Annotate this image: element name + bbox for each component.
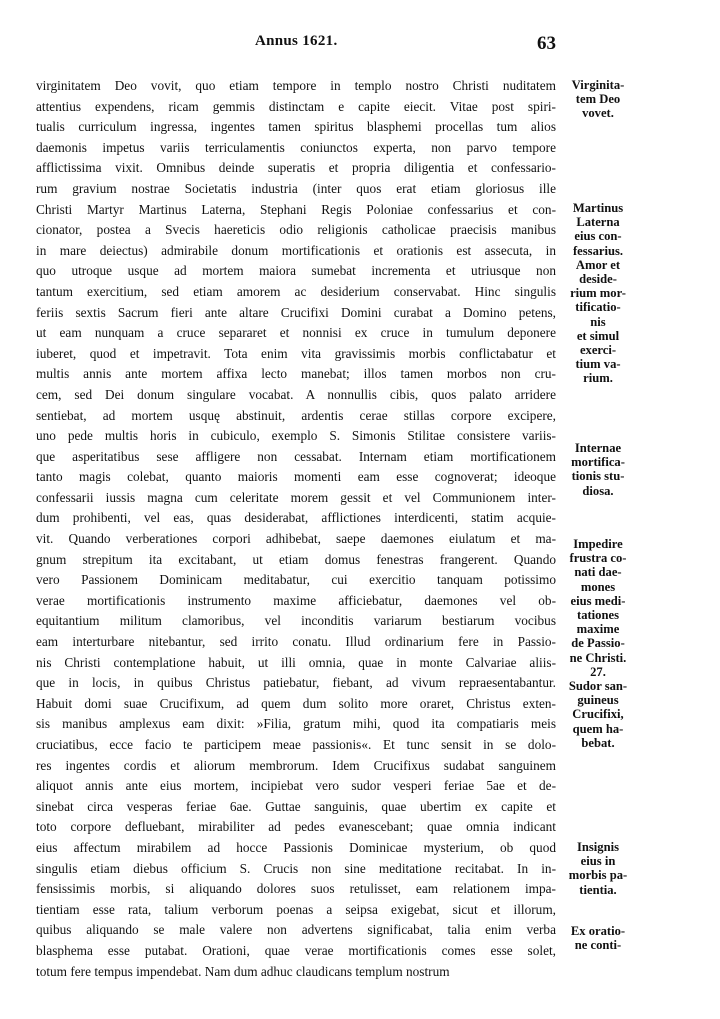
text-line: tualis curriculum ingressa, ingentes tamen spiritus blasphemi procellas tum alios xyxy=(36,119,556,135)
margin-note-line: eius in xyxy=(580,854,616,869)
margin-note-line: Internae xyxy=(574,441,622,455)
margin-note-line: mones xyxy=(580,579,616,594)
text-line: afflictissima vixit. Omnibus deinde superatis et propria diligentia et confessario- xyxy=(36,160,556,176)
margin-note-line: ne conti- xyxy=(574,938,622,953)
margin-note-line: Martinus xyxy=(572,201,624,215)
text-line: uno pede multis horis in cubiculo, exemplo S. Simonis Stilitae consistere variis- xyxy=(36,428,556,444)
text-line: confessarii iussis magna cum celeritate morem gessit et vel Communionem inter- xyxy=(36,489,556,505)
margin-note-line: quem ha- xyxy=(572,721,624,736)
text-line: cem, sed Dei donum singulare vocabat. A nonnullis cibis, quos palato arridere xyxy=(36,386,556,402)
margin-note-line: vovet. xyxy=(582,106,614,121)
margin-note-line: tium va- xyxy=(575,357,621,372)
text-line: daemonis impetus variis terriculamentis coniunctos experta, non parvo tempore xyxy=(36,139,556,155)
text-line: verae mortificationis instrumento maxime afficiebatur, daemones vel ob- xyxy=(36,592,556,608)
text-line: Habuit domi suae Crucifixum, ad quem dum solito more oraret, Christus exten- xyxy=(36,695,556,711)
text-line: tanto magis colebat, quanto maioris momenti eam esse cognoverat; ideoque xyxy=(36,469,556,485)
text-line: quibus aliquando se male valere non advertens significabat, talia enim verba xyxy=(36,922,556,938)
margin-note-line: guineus xyxy=(577,693,619,708)
margin-note-line: eius medi- xyxy=(570,593,626,608)
text-line: sis manibus amplexus eam dixit: »Filia, gratum mihi, quod ita compatiaris meis xyxy=(36,716,556,732)
text-line: totum fere tempus impendebat. Nam dum adhuc claudicans templum nostrum xyxy=(36,963,450,979)
text-line: toto corpore defluebant, mirabiliter ad pedes evanescebant; quae omnia indicant xyxy=(36,819,556,835)
margin-note-line: tificatio- xyxy=(575,300,621,315)
margin-note-martinus-laterna xyxy=(562,201,634,386)
text-line: iuberet, quod et impetravit. Tota enim vita gravissimis morbis conflictabatur et xyxy=(36,345,556,361)
margin-note-line: tientia. xyxy=(579,882,617,897)
margin-note-prayer xyxy=(562,924,634,952)
margin-note-line: fessarius. xyxy=(572,243,624,258)
margin-note-line: maxime xyxy=(576,622,620,637)
margin-note-line: tationes xyxy=(577,608,619,623)
margin-note-line: Sudor san- xyxy=(568,679,628,694)
text-line: eius affectum mirabilem ad hocce Passionis Dominicae mysterium, ob quod xyxy=(36,839,556,855)
margin-note-line: et simul xyxy=(576,328,620,343)
margin-note-line: Amor et xyxy=(575,257,621,272)
margin-note-line: rium. xyxy=(583,371,613,386)
margin-note-line: mortifica- xyxy=(571,455,625,470)
text-line: dum prohibenti, vel eas, quas desiderabat, afflictiones interdicenti, statim acquie- xyxy=(36,510,556,526)
text-line: que in locis, in quibus Christus patiebatur, fiebant, ad vivum repraesentabantur. xyxy=(36,675,556,691)
margin-note-line: Laterna xyxy=(576,215,620,230)
margin-note-line: Virginita- xyxy=(571,78,625,92)
text-line: tantum exercitium, sed etiam amorem ac desiderium conservabat. Hinc singulis xyxy=(36,283,556,299)
text-line: blasphema esse putabat. Orationi, quae verae mortificationis comes esse solet, xyxy=(36,942,556,958)
margin-note-line: Ex oratio- xyxy=(570,924,626,938)
text-line: sinebat circa vesperas feriae 6ae. Guttae sanguinis, quae ubertim ex capite et xyxy=(36,798,556,814)
text-line: cruciatibus, ecce facio te participem meae passionis«. Et tunc sensit in se dolo- xyxy=(36,737,556,752)
text-line: equitantium militum clamoribus, vel inconditis variarum bestiarum vocibus xyxy=(36,613,556,629)
text-line: attentius expendens, ricam gemmis distinctam e capite eiecit. Vitae post spiri- xyxy=(36,98,556,114)
margin-note-line: Crucifixi, xyxy=(572,707,624,722)
margin-note-line: frustra co- xyxy=(569,551,627,566)
margin-note-line: morbis pa- xyxy=(568,868,628,883)
text-line: vit. Quando verberationes corpori adhibebat, saepe daemones eiulatum et ma- xyxy=(36,531,556,547)
text-line: gnum strepitum ita excitabant, ut etiam domus fenestras frangerent. Quando xyxy=(36,551,556,567)
text-line: nis Christi contemplatione habuit, ut illi omnia, quae in monte Calvariae aliis- xyxy=(36,654,556,670)
text-line: quo utroque usque ad mortem maiora sumebat incrementa et utriusque non xyxy=(36,263,556,279)
text-line: sentiebat, ad mortem usquę abstinuit, ardentis cerae stillas corpore excipere, xyxy=(36,407,556,423)
text-line: ut eam nunquam a cruce separaret et nonnisi ex cruce in tumulum deponere xyxy=(36,325,556,341)
margin-note-line: rium mor- xyxy=(570,286,626,301)
margin-note-line: diosa. xyxy=(582,483,614,498)
margin-note-line: deside- xyxy=(579,272,617,287)
text-line: in mare deiectus) admirabile donum mortificationis et orationis est assecuta, in xyxy=(36,242,556,258)
margin-note-line: Insignis xyxy=(576,840,619,854)
text-line: que asperitatibus sese affligere non cessabat. Internam etiam mortificationem xyxy=(36,448,556,464)
margin-note-line: bebat. xyxy=(581,735,615,750)
margin-note-line: tem Deo xyxy=(575,92,621,107)
text-line: virginitatem Deo vovit, quo etiam tempore in templo nostro Christi nuditatem xyxy=(36,78,556,93)
text-line: fensissimis morbis, si aliquando dolores suos retulisset, eam relationem impa- xyxy=(36,881,556,897)
text-line: cionator, postea a Svecis haereticis odio religionis catholicae praecisis manibus xyxy=(36,222,556,238)
margin-note-line: nati dae- xyxy=(574,565,622,580)
margin-note-line: exerci- xyxy=(579,343,617,358)
text-line: Christi Martyr Martinus Laterna, Stephani Regis Poloniae confessarius et con- xyxy=(36,201,556,217)
running-header: Annus 1621. xyxy=(255,33,338,49)
text-line: res ingentes cordis et aliorum membrorum. Idem Crucifixus sudabat sanguinem xyxy=(36,757,556,773)
margin-note-patience xyxy=(562,840,634,897)
margin-note-line: de Passio- xyxy=(571,636,625,651)
margin-note-line: Impedire xyxy=(573,537,623,551)
text-line: singulis etiam diebus officium S. Crucis non sine meditatione recitabat. In in- xyxy=(36,860,556,876)
text-line: vero Passionem Dominicam meditabatur, cui exercitio tanquam potissimo xyxy=(36,572,556,588)
main-text-block xyxy=(36,76,556,982)
text-line: aliquot annis ante eius mortem, incipiebat vero sudor vesperi feriae 5ae et de- xyxy=(36,778,556,794)
margin-note-internal-mortification xyxy=(562,441,634,498)
text-line: rum gravium nostrae Societatis industria (inter quos erat etiam gloriosus ille xyxy=(36,180,556,196)
margin-note-line: nis xyxy=(590,314,606,329)
margin-note-line: 27. xyxy=(590,664,606,679)
text-line: feriis sextis Sacrum fieri ante altare Crucifixi Domini curabat a Domino petens, xyxy=(36,304,556,320)
margin-note-line: tionis stu- xyxy=(571,469,625,484)
margin-note-demons-passion xyxy=(562,537,634,750)
margin-note-line: eius con- xyxy=(574,229,622,244)
page-number: 63 xyxy=(537,33,556,54)
text-line: eam interturbare nitebantur, sed irrito conatu. Illud ordinarium fere in Passio- xyxy=(36,634,556,650)
text-line: multis annis ante mortem affixa lecto manebat; illos tamen morbos non cru- xyxy=(36,366,556,382)
margin-note-virginity xyxy=(562,78,634,121)
text-line: tientiam esse rata, talium verborum poenas a seipsa exigebat, sicut et illorum, xyxy=(36,901,556,917)
margin-note-line: ne Christi. xyxy=(569,650,627,665)
